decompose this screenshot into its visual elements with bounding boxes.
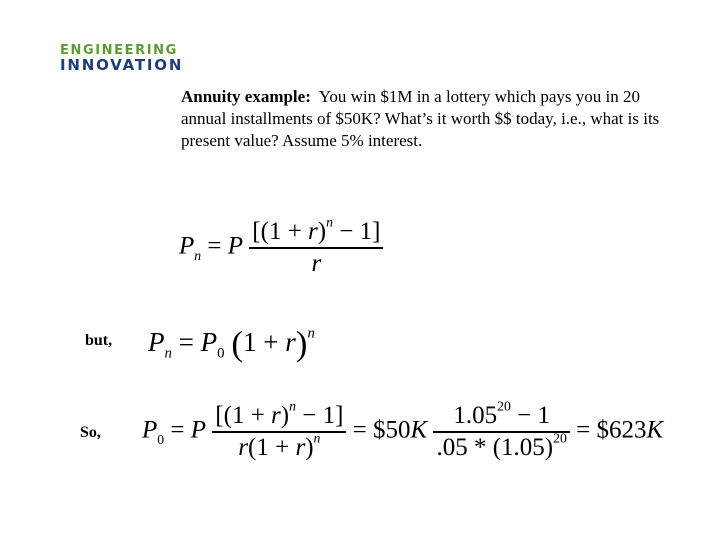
engineering-innovation-logo [60, 44, 200, 73]
equation-future-value: $P_n = P$ $\frac{[(1 + r)^n - 1]}{r}$ [179, 218, 383, 278]
fraction-general: $\frac{[(1 + r)^n - 1]}{r(1 + r)^n}$ [212, 402, 346, 462]
fraction-numeric: $\frac{1.05^{20} - 1}{.05 * (1.05)^{20}}$ [433, 402, 569, 462]
problem-text: You win $1M in a lottery which pays you in 20 annual installments of $50K? What’s it worth $$ today, i.e., what is its present value? Assume 5% interest. [181, 87, 660, 150]
problem-lead: Annuity example: [181, 87, 311, 106]
equation-compound: $P_n = P_0$ $(1 + r)^n$ [148, 324, 315, 363]
logo-line-2: INNOVATION [60, 56, 184, 74]
problem-statement [181, 86, 661, 152]
logo-line-1: ENGINEERING [60, 43, 178, 58]
label-but: but, [85, 332, 113, 349]
label-so: So, [80, 424, 101, 441]
equation-present-value: $P_0 = P$ $\frac{[(1 + r)^n - 1]}{r(1 + r)^n}$ = $50K $\frac{1.05^{20} - 1}{.05 * (1.05)^{20}}$ = $623K [142, 398, 664, 461]
fraction: $\frac{[(1 + r)^n - 1]}{r}$ [249, 218, 383, 278]
